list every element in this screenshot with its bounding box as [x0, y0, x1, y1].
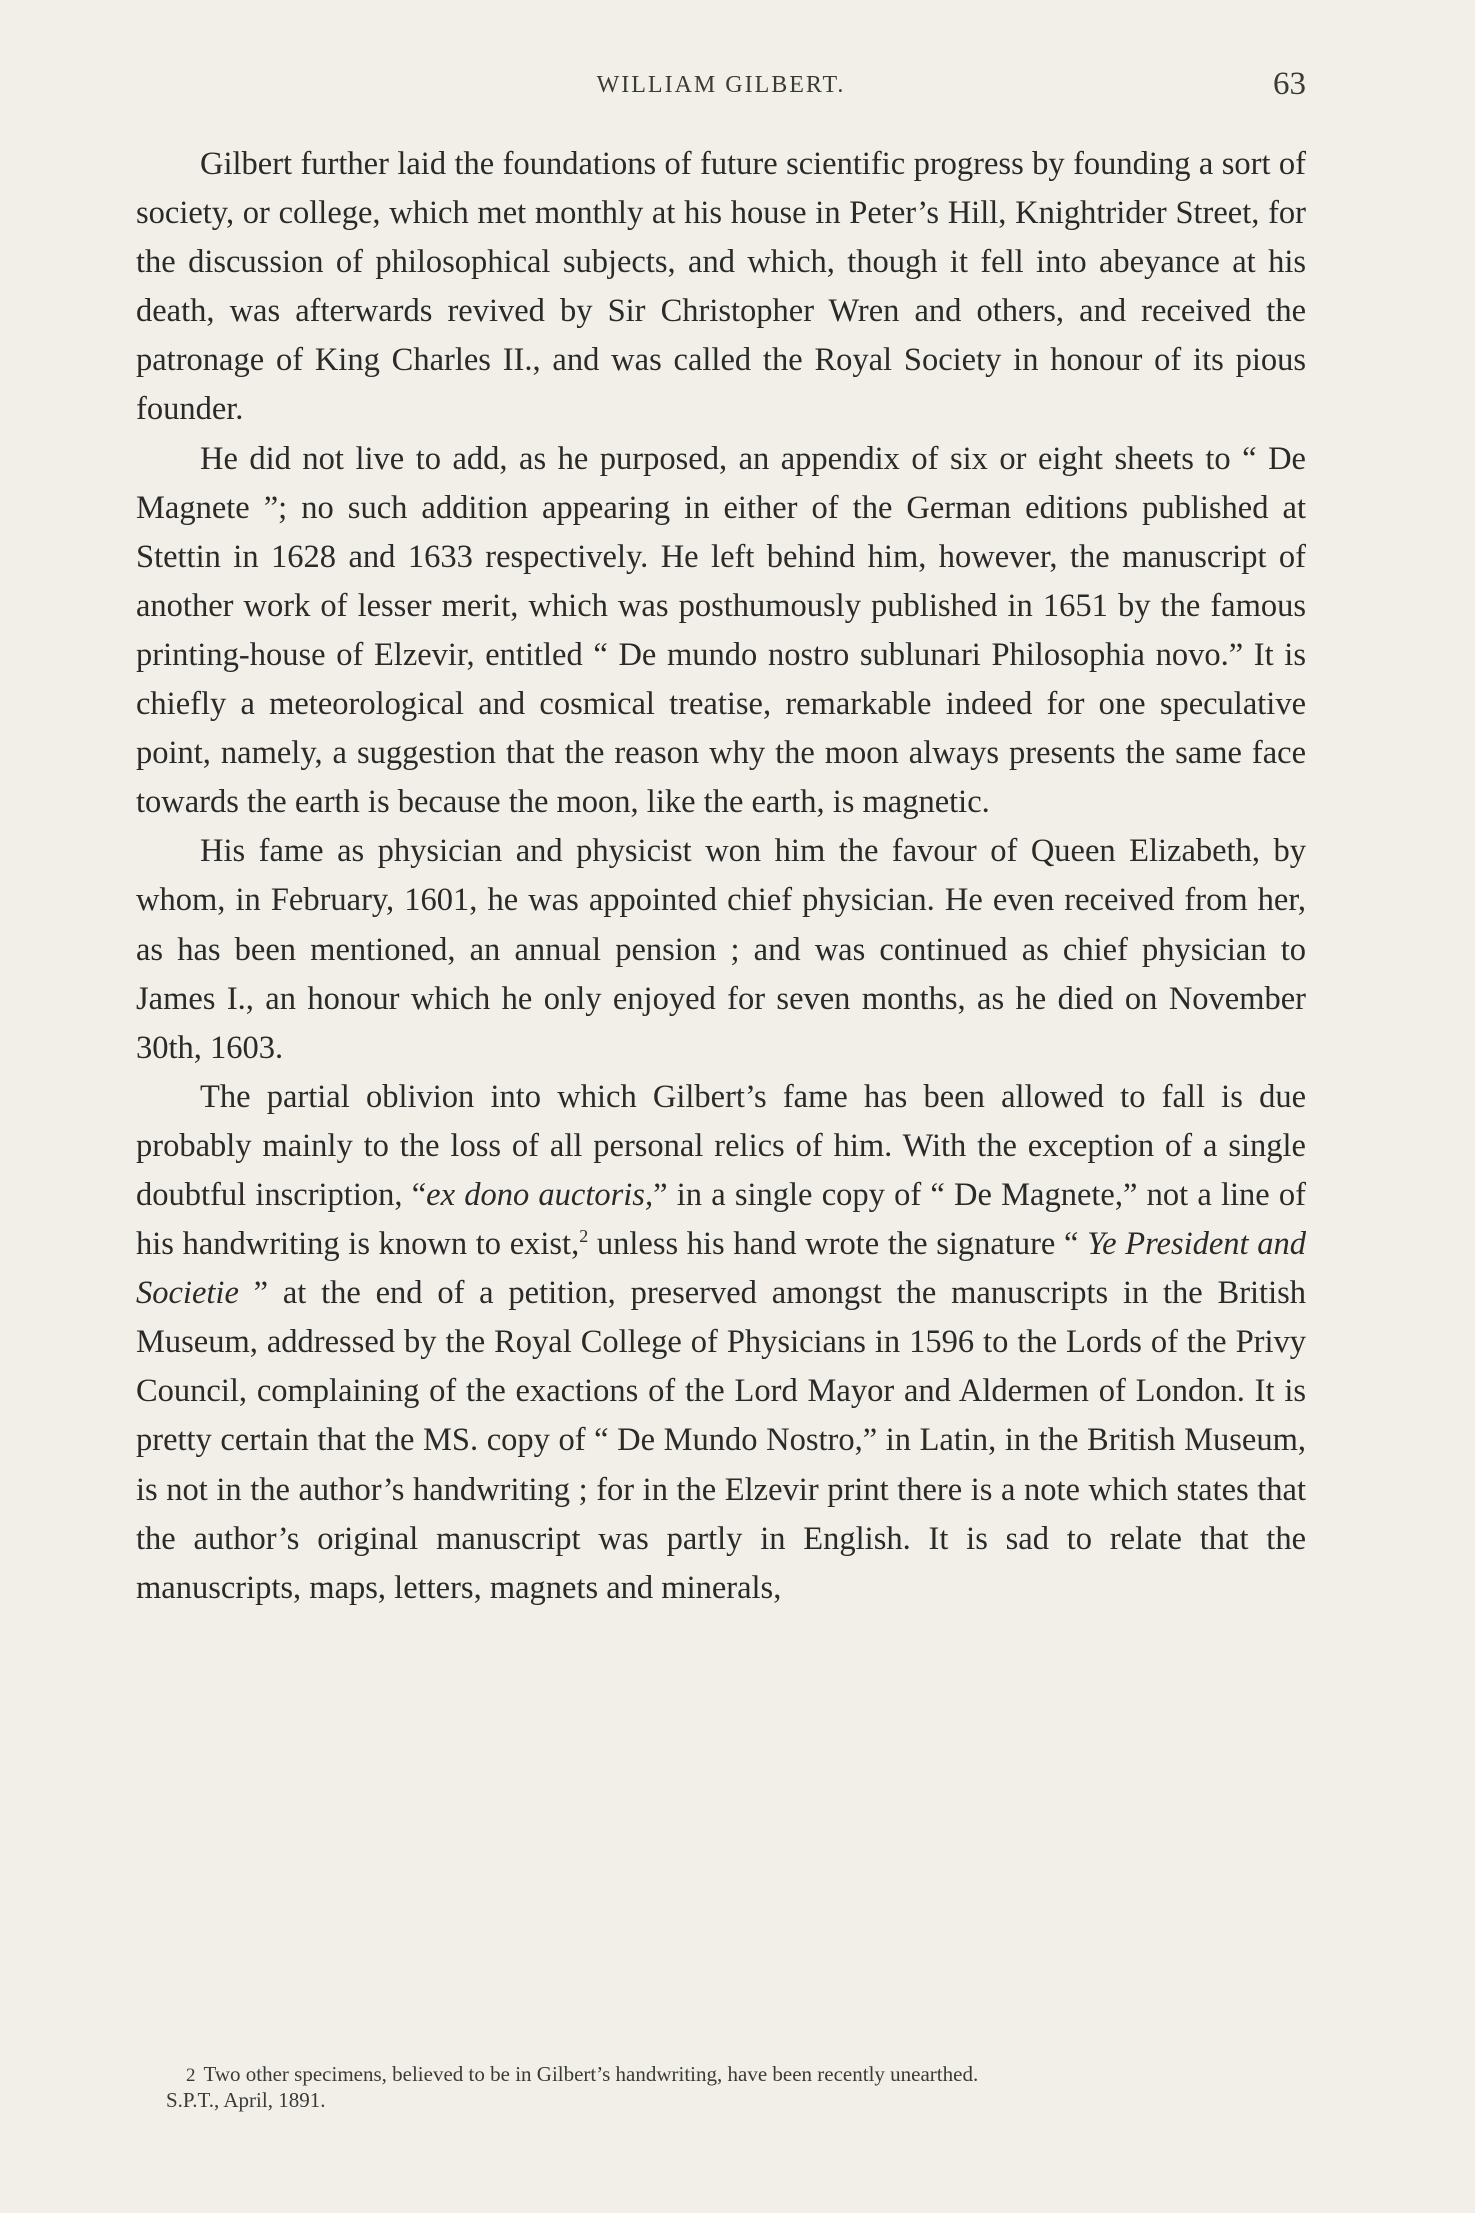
footnote-line-1 [136, 2062, 1306, 2088]
signature-italic: Ye President and Societie [136, 1226, 1306, 1312]
footnote-line-2: S.P.T., April, 1891. [166, 2088, 326, 2112]
running-head [136, 66, 1306, 110]
body-text [136, 140, 1306, 1613]
footnote-text: Two other specimens, believed to be in Gilbert’s handwriting, have been recently unearthed. [203, 2062, 979, 2086]
inscription-italic: ex dono auctoris, [426, 1176, 654, 1213]
paragraph-oblivion-text-c: unless his hand wrote the signature “ [588, 1226, 1088, 1263]
paragraph-oblivion-text-a: The partial oblivion into which Gilbert’s fame has been allowed to fall is due probably mainly to the loss of all personal relics of him. With the exception of a single doubtful inscription, “ [136, 1078, 1306, 1213]
paragraph-society: Gilbert further laid the foundations of future scientific progress by founding a sort of society, or college, which met monthly at his house in Peter’s Hill, Knightrider Street, for the discussion of philosophical subjects, and which, though it fell into abeyance at his death, was afterwards revived by Sir Christopher Wren and others, and received the patronage of King Charles II., and was called the Royal Society in honour of its pious founder. [136, 146, 1306, 428]
footnote [136, 2062, 1306, 2113]
page-number: 63 [1273, 66, 1306, 102]
paragraph-royal-physician: His fame as physician and physicist won him the favour of Queen Elizabeth, by whom, in February, 1601, he was appointed chief physician. He even received from her, as has been mentioned, an annual pension ; and was continued as chief physician to James I., an honour which he only enjoyed for seven months, as he died on November 30th, 1603. [136, 833, 1306, 1066]
running-title: WILLIAM GILBERT. [596, 72, 846, 98]
paragraph-de-mundo: He did not live to add, as he purposed, an appendix of six or eight sheets to “ De Magnete ”; no such addition appearing in either of the German editions published at Stettin in 1628 and 1633 respectively. He left behind him, however, the manuscript of another work of lesser merit, which was posthumously published in 1651 by the famous printing-house of Elzevir, entitled “ De mundo nostro sublunari Philosophia novo.” It is chiefly a meteorological and cosmical treatise, remarkable indeed for one speculative point, namely, a suggestion that the reason why the moon always presents the same face towards the earth is because the moon, like the earth, is magnetic. [136, 440, 1306, 821]
paragraph-oblivion [136, 1073, 1306, 1613]
paragraph-oblivion-text-b: ” in a single copy of “ De Magnete,” not a line of his handwriting is known to exist, [136, 1176, 1306, 1263]
footnote-marker: 2 [186, 2065, 196, 2086]
footnote-reference: 2 [579, 1226, 589, 1247]
paragraph-oblivion-text-d: ” at the end of a petition, preserved amongst the manuscripts in the British Museum, addressed by the Royal College of Physicians in 1596 to the Lords of the Privy Council, complaining of the exactions of the Lord Mayor and Aldermen of London. It is pretty certain that the MS. copy of “ De Mundo Nostro,” in Latin, in the British Museum, is not in the author’s handwriting ; for in the Elzevir print there is a note which states that the author’s original manuscript was partly in English. It is sad to relate that the manuscripts, maps, letters, magnets and minerals, [136, 1275, 1306, 1606]
